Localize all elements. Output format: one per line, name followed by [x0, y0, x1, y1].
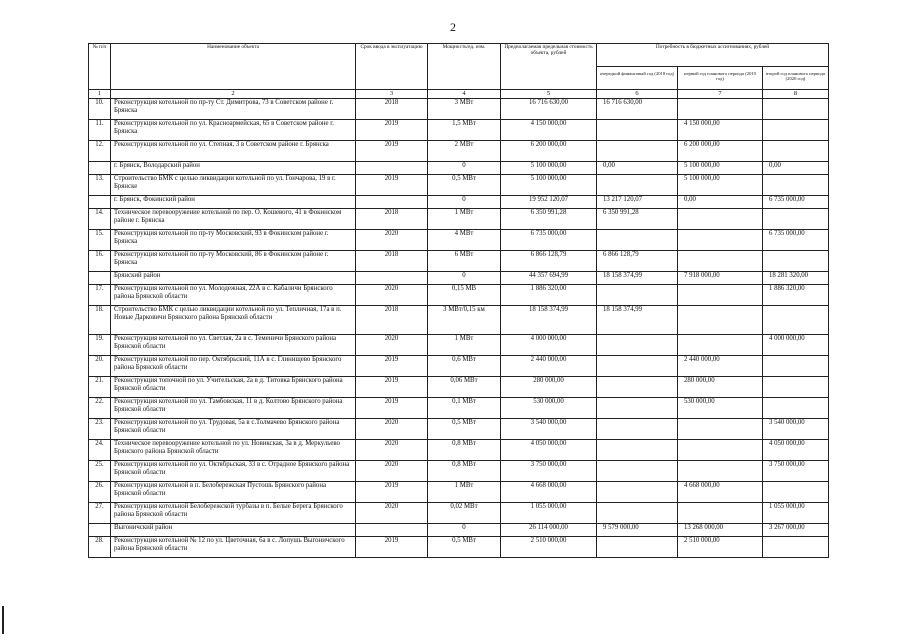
header-need: Потребность в бюджетных ассигнованиях, рублей: [597, 44, 829, 67]
cell-need-2018: [597, 356, 678, 377]
cell-object-name: Реконструкция котельной по ул. Трудовая, 5а в с.Толмачево Брянского района Брянской области: [111, 419, 356, 440]
cell-commissioning-year: 2019: [356, 175, 428, 196]
table-row: [89, 141, 829, 162]
cell-number: 27.: [89, 503, 111, 524]
table-row: [89, 440, 829, 461]
cell-need-2020: [763, 377, 829, 398]
cell-need-2018: 0,00: [597, 162, 678, 175]
cell-object-name: Реконструкция котельной по ул. Тамбовская, 11 в д. Колтово Брянского района Брянской области: [111, 398, 356, 419]
cell-need-2019: 5 100 000,00: [678, 175, 763, 196]
cell-capacity: 0: [428, 524, 501, 537]
header-term: Срок ввода в эксплуатацию: [356, 44, 428, 90]
cell-capacity: 3 МВт/0,15 км: [428, 306, 501, 335]
cell-need-2018: 13 217 120,07: [597, 196, 678, 209]
cell-number: 15.: [89, 230, 111, 251]
cell-need-2019: [678, 419, 763, 440]
cell-commissioning-year: 2018: [356, 209, 428, 230]
cell-estimated-cost: 5 100 000,00: [501, 175, 597, 196]
col-number: 5: [501, 90, 597, 99]
cell-object-name: г. Брянск, Володарский район: [111, 162, 356, 175]
cell-need-2019: 7 918 000,00: [678, 272, 763, 285]
cell-commissioning-year: 2018: [356, 306, 428, 335]
cell-need-2020: [763, 120, 829, 141]
cell-capacity: 0,15 МВ: [428, 285, 501, 306]
cell-need-2018: [597, 141, 678, 162]
cell-number: 14.: [89, 209, 111, 230]
cell-commissioning-year: 2020: [356, 419, 428, 440]
cell-commissioning-year: 2018: [356, 251, 428, 272]
cell-number: 16.: [89, 251, 111, 272]
cell-commissioning-year: 2020: [356, 503, 428, 524]
table-row: [89, 419, 829, 440]
cell-estimated-cost: 6 350 991,28: [501, 209, 597, 230]
cell-need-2020: 3 750 000,00: [763, 461, 829, 482]
cell-need-2018: [597, 503, 678, 524]
cell-need-2018: [597, 461, 678, 482]
cell-number: [89, 524, 111, 537]
cell-estimated-cost: 6 735 000,00: [501, 230, 597, 251]
cell-need-2019: 530 000,00: [678, 398, 763, 419]
col-number: 1: [89, 90, 111, 99]
table-row: [89, 230, 829, 251]
cell-estimated-cost: 1 055 000,00: [501, 503, 597, 524]
cell-number: 17.: [89, 285, 111, 306]
table-row: [89, 482, 829, 503]
district-subtotal-row: [89, 162, 829, 175]
cell-estimated-cost: 44 357 694,99: [501, 272, 597, 285]
cell-commissioning-year: 2019: [356, 482, 428, 503]
cell-capacity: 4 МВт: [428, 230, 501, 251]
cell-estimated-cost: 5 100 000,00: [501, 162, 597, 175]
cell-estimated-cost: 2 510 000,00: [501, 537, 597, 558]
cell-need-2018: 18 158 374,99: [597, 306, 678, 335]
cell-capacity: 0: [428, 196, 501, 209]
cell-commissioning-year: [356, 162, 428, 175]
cell-number: 13.: [89, 175, 111, 196]
cell-need-2019: [678, 306, 763, 335]
cell-need-2018: 18 158 374,99: [597, 272, 678, 285]
cell-commissioning-year: 2019: [356, 356, 428, 377]
cell-estimated-cost: 280 000,00: [501, 377, 597, 398]
cell-commissioning-year: 2019: [356, 537, 428, 558]
table-row: [89, 306, 829, 335]
cell-object-name: Реконструкция котельной № 12 по ул. Цветочная, 6а в с. Лопушь Выгоничского района Брянской области: [111, 537, 356, 558]
cell-object-name: Техническое перевооружение котельной по ул. Новикская, 3а в д. Меркульево Брянского района Брянской области: [111, 440, 356, 461]
cell-object-name: Реконструкция котельной по ул. Степная, 3 в Советском районе г. Брянска: [111, 141, 356, 162]
cell-object-name: Реконструкция котельной по ул. Молодежная, 22А в с. Кабаличи Брянского района Брянской области: [111, 285, 356, 306]
cell-capacity: 1 МВт: [428, 482, 501, 503]
cell-commissioning-year: 2019: [356, 141, 428, 162]
cell-need-2019: 4 150 000,00: [678, 120, 763, 141]
table-row: [89, 120, 829, 141]
cell-capacity: 0,1 МВт: [428, 398, 501, 419]
cell-estimated-cost: 1 886 320,00: [501, 285, 597, 306]
cell-object-name: Реконструкция котельной по пр-ту Московский, 86 в Фокинском районе г. Брянска: [111, 251, 356, 272]
cell-capacity: 0,6 МВт: [428, 356, 501, 377]
cell-need-2019: [678, 335, 763, 356]
table-row: [89, 356, 829, 377]
cell-need-2019: 5 100 000,00: [678, 162, 763, 175]
table-row: [89, 398, 829, 419]
cell-need-2019: [678, 503, 763, 524]
cell-need-2019: [678, 209, 763, 230]
table-row: [89, 175, 829, 196]
table-row: [89, 251, 829, 272]
cell-number: 12.: [89, 141, 111, 162]
cell-commissioning-year: 2018: [356, 99, 428, 120]
cell-need-2019: 2 510 000,00: [678, 537, 763, 558]
cell-estimated-cost: 4 668 000,00: [501, 482, 597, 503]
cell-estimated-cost: 4 050 000,00: [501, 440, 597, 461]
col-number: 2: [111, 90, 356, 99]
cell-need-2020: 3 267 000,00: [763, 524, 829, 537]
cell-estimated-cost: 3 750 000,00: [501, 461, 597, 482]
cell-need-2018: [597, 120, 678, 141]
cell-object-name: Реконструкция котельной по пр-ту Ст. Димитрова, 73 в Советском районе г. Брянска: [111, 99, 356, 120]
header-year-2019: первый год планового периода (2019 год): [678, 67, 763, 90]
header-cost: Предполагаемая предельная стоимость объекта, рублей: [501, 44, 597, 90]
cell-need-2020: [763, 356, 829, 377]
header-power: Мощность/ед. изм.: [428, 44, 501, 90]
cell-need-2020: 0,00: [763, 162, 829, 175]
cell-commissioning-year: 2019: [356, 398, 428, 419]
cell-need-2020: 1 055 000,00: [763, 503, 829, 524]
cell-estimated-cost: 3 540 000,00: [501, 419, 597, 440]
cell-need-2020: 6 735 000,00: [763, 230, 829, 251]
cell-need-2020: [763, 141, 829, 162]
cell-commissioning-year: [356, 272, 428, 285]
cell-capacity: 0: [428, 272, 501, 285]
cell-estimated-cost: 19 952 120,07: [501, 196, 597, 209]
cell-number: [89, 162, 111, 175]
cell-need-2018: [597, 335, 678, 356]
cell-need-2019: 6 200 000,00: [678, 141, 763, 162]
cell-estimated-cost: 4 150 000,00: [501, 120, 597, 141]
column-numbers-row: [89, 90, 829, 99]
cell-estimated-cost: 4 000 000,00: [501, 335, 597, 356]
table-row: [89, 335, 829, 356]
cell-estimated-cost: 2 440 000,00: [501, 356, 597, 377]
cell-need-2020: 1 886 320,00: [763, 285, 829, 306]
cell-need-2020: 4 050 000,00: [763, 440, 829, 461]
cell-commissioning-year: 2020: [356, 335, 428, 356]
cell-need-2019: [678, 251, 763, 272]
cell-need-2018: [597, 398, 678, 419]
cell-need-2018: [597, 482, 678, 503]
col-number: 6: [597, 90, 678, 99]
cell-need-2019: 4 668 000,00: [678, 482, 763, 503]
cell-number: 10.: [89, 99, 111, 120]
cell-number: [89, 196, 111, 209]
cell-number: 24.: [89, 440, 111, 461]
cell-capacity: 2 МВт: [428, 141, 501, 162]
cell-object-name: Строительство БМК с целью ликвидации котельной по ул. Гончарова, 19 в г. Брянске: [111, 175, 356, 196]
cell-need-2018: [597, 419, 678, 440]
cell-capacity: 1,5 МВт: [428, 120, 501, 141]
cell-commissioning-year: 2020: [356, 440, 428, 461]
cell-need-2020: [763, 537, 829, 558]
cell-need-2020: [763, 482, 829, 503]
cell-commissioning-year: 2020: [356, 285, 428, 306]
cell-need-2018: [597, 537, 678, 558]
cell-need-2019: [678, 99, 763, 120]
table-row: [89, 99, 829, 120]
col-number: 3: [356, 90, 428, 99]
cell-estimated-cost: 18 158 374,99: [501, 306, 597, 335]
cell-capacity: 1 МВт: [428, 335, 501, 356]
cell-commissioning-year: 2020: [356, 461, 428, 482]
cell-capacity: 0,5 МВт: [428, 537, 501, 558]
cell-estimated-cost: 6 866 128,79: [501, 251, 597, 272]
cell-commissioning-year: [356, 524, 428, 537]
cell-object-name: Реконструкция топочной по ул. Учительская, 2а в д. Титовка Брянского района Брянской области: [111, 377, 356, 398]
cell-capacity: 0,8 МВт: [428, 440, 501, 461]
cell-number: 25.: [89, 461, 111, 482]
cell-capacity: 0: [428, 162, 501, 175]
header-year-2018: очередной финансовый год (2018 год): [597, 67, 678, 90]
cell-need-2020: [763, 209, 829, 230]
cell-estimated-cost: 26 114 000,00: [501, 524, 597, 537]
cell-object-name: Реконструкция котельной по ул. Октябрьская, 33 в с. Отрадное Брянского района Брянской области: [111, 461, 356, 482]
cell-object-name: г. Брянск, Фокинский район: [111, 196, 356, 209]
col-number: 7: [678, 90, 763, 99]
cell-need-2019: [678, 285, 763, 306]
header-name: Наименование объекта: [111, 44, 356, 90]
cell-need-2018: [597, 440, 678, 461]
cell-object-name: Реконструкция котельной по пр-ту Московский, 93 в Фокинском районе г. Брянска: [111, 230, 356, 251]
cell-need-2019: [678, 230, 763, 251]
col-number: 4: [428, 90, 501, 99]
cell-need-2020: 3 540 000,00: [763, 419, 829, 440]
page-number: 2: [450, 20, 456, 34]
cell-need-2018: [597, 230, 678, 251]
cell-commissioning-year: 2019: [356, 120, 428, 141]
table-row: [89, 377, 829, 398]
header-year-2020: второй год планового периода (2020 год): [763, 67, 829, 90]
cell-capacity: 0,02 МВт: [428, 503, 501, 524]
cell-object-name: Брянский район: [111, 272, 356, 285]
cell-number: 11.: [89, 120, 111, 141]
cell-need-2019: 0,00: [678, 196, 763, 209]
cell-capacity: 0,5 МВт: [428, 419, 501, 440]
cell-object-name: Реконструкция котельной по ул. Светлая, 2а в с. Теменичи Брянского района Брянской области: [111, 335, 356, 356]
cell-need-2020: [763, 175, 829, 196]
cell-estimated-cost: 16 716 630,00: [501, 99, 597, 120]
col-number: 8: [763, 90, 829, 99]
cell-need-2019: 280 000,00: [678, 377, 763, 398]
cell-object-name: Выгоничский район: [111, 524, 356, 537]
cell-need-2020: [763, 251, 829, 272]
cell-need-2018: 9 579 000,00: [597, 524, 678, 537]
cell-capacity: 6 МВт: [428, 251, 501, 272]
cell-estimated-cost: 530 000,00: [501, 398, 597, 419]
cell-need-2020: 18 281 320,00: [763, 272, 829, 285]
cell-need-2019: [678, 440, 763, 461]
cell-commissioning-year: 2020: [356, 230, 428, 251]
cell-object-name: Строительство БМК с целью ликвидации котельной по ул. Тепличная, 17а в п. Новые Дарковичи Брянского района Брянской области: [111, 306, 356, 335]
cell-number: 18.: [89, 306, 111, 335]
cell-need-2020: 4 000 000,00: [763, 335, 829, 356]
cell-number: 22.: [89, 398, 111, 419]
cell-need-2018: [597, 175, 678, 196]
cell-need-2019: 13 268 000,00: [678, 524, 763, 537]
table-row: [89, 503, 829, 524]
cell-need-2018: 6 350 991,28: [597, 209, 678, 230]
table-row: [89, 537, 829, 558]
cell-need-2020: [763, 99, 829, 120]
district-subtotal-row: [89, 196, 829, 209]
cell-number: [89, 272, 111, 285]
cell-number: 19.: [89, 335, 111, 356]
cell-number: 21.: [89, 377, 111, 398]
cell-need-2020: [763, 306, 829, 335]
cell-estimated-cost: 6 200 000,00: [501, 141, 597, 162]
cell-need-2018: [597, 285, 678, 306]
cell-object-name: Реконструкция котельной Белобережской турбазы в п. Белые Берега Брянского района Брянской области: [111, 503, 356, 524]
scan-edge-mark: [2, 606, 4, 634]
cell-need-2018: [597, 377, 678, 398]
cell-need-2019: [678, 461, 763, 482]
cell-number: 20.: [89, 356, 111, 377]
cell-number: 26.: [89, 482, 111, 503]
cell-number: 23.: [89, 419, 111, 440]
table-row: [89, 285, 829, 306]
cell-object-name: Реконструкция котельной в п. Белобережская Пустошь Брянского района Брянской области: [111, 482, 356, 503]
cell-capacity: 3 МВт: [428, 99, 501, 120]
cell-object-name: Реконструкция котельной по пер. Октябрьский, 11А в с. Глинищево Брянского района Брянской области: [111, 356, 356, 377]
cell-object-name: Техническое перевооружение котельной по пер. О. Кошевого, 41 в Фокинском районе г. Брянска: [111, 209, 356, 230]
table-row: [89, 209, 829, 230]
cell-number: 28.: [89, 537, 111, 558]
cell-capacity: 1 МВт: [428, 209, 501, 230]
cell-capacity: 0,8 МВт: [428, 461, 501, 482]
header-num: № п/п: [89, 44, 111, 90]
cell-need-2019: 2 440 000,00: [678, 356, 763, 377]
cell-object-name: Реконструкция котельной по ул. Красноармейская, 65 в Советском районе г. Брянска: [111, 120, 356, 141]
cell-capacity: 0,06 МВт: [428, 377, 501, 398]
district-subtotal-row: [89, 272, 829, 285]
cell-commissioning-year: [356, 196, 428, 209]
cell-need-2018: 6 866 128,79: [597, 251, 678, 272]
cell-capacity: 0,5 МВт: [428, 175, 501, 196]
cell-need-2020: 6 735 000,00: [763, 196, 829, 209]
district-subtotal-row: [89, 524, 829, 537]
investment-table: [88, 43, 829, 558]
cell-commissioning-year: 2019: [356, 377, 428, 398]
table-row: [89, 461, 829, 482]
cell-need-2020: [763, 398, 829, 419]
cell-need-2018: 16 716 630,00: [597, 99, 678, 120]
